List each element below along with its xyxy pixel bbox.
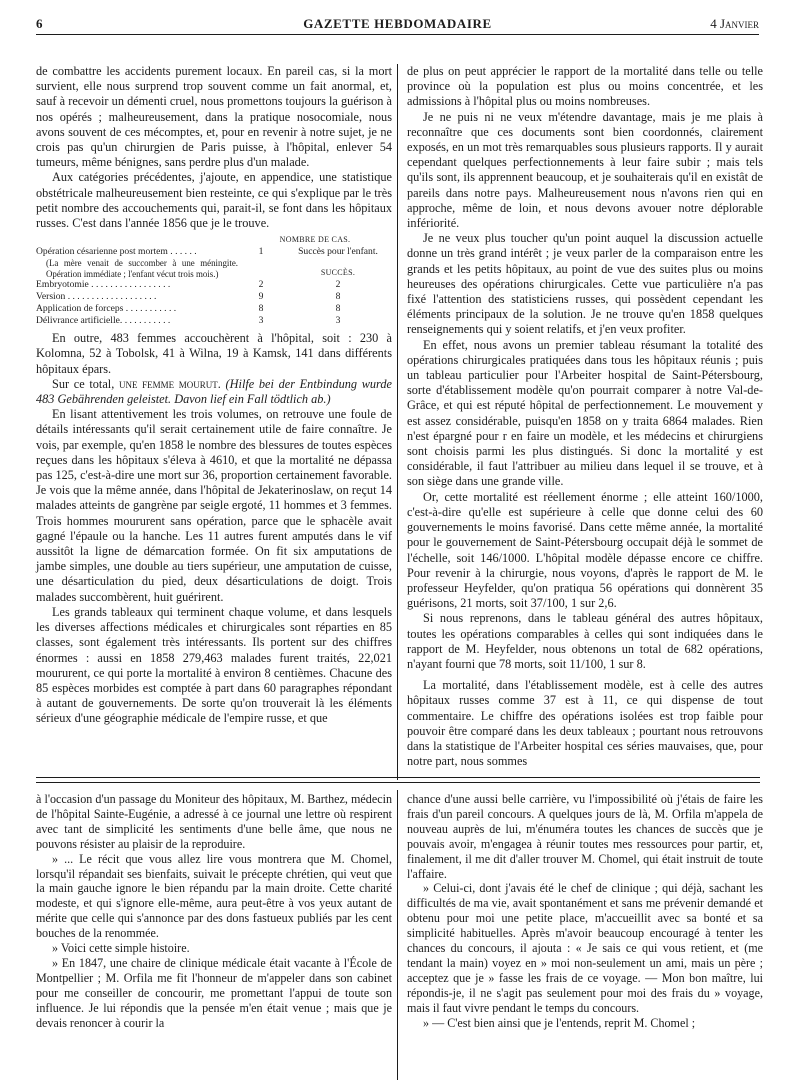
- table-row: Opération césarienne post mortem . . . . . . 1 Succès pour l'enfant.: [36, 246, 378, 258]
- table-row: Délivrance artificielle. . . . . . . . . . . 3 3: [36, 315, 341, 327]
- paragraph: Je ne veux plus toucher qu'un point auquel la discussion actuelle donne un très grand intérêt ; je veux parler de la comparaison entre les grands et les petits hôpitaux, au point de vue des suites plus ou moins heureuses des opérations chirurgicales. Cette vue particulière n'a pas fixé l'attention des statisticiens russes, qui possèdent cependant les éléments principaux de la solution. Je ne trouve qu'en 1858 quelques renseignements qui y soient relatifs, et j'en veux profiter.: [407, 231, 763, 337]
- obstetric-table: [36, 234, 392, 327]
- paragraph: » — C'est bien ainsi que je l'entends, reprit M. Chomel ;: [423, 1015, 696, 1030]
- feuilleton-column-right: [407, 792, 763, 1031]
- journal-title: GAZETTE HEBDOMADAIRE: [303, 16, 492, 31]
- issue-date: 4 Janvier: [710, 16, 759, 31]
- paragraph: Or, cette mortalité est réellement énorme ; elle atteint 160/1000, c'est-à-dire qu'elle est supérieure à celle que donne celui des 60 gouvernements le moins favorisé. Dans cette même année, la mortalité pour le gouvernement de Saint-Pétersbourg occupait déjà le sommet de l'échelle, soit 146/1000. L'hôpital modèle dépasse encore ce chiffre. Pour revenir à la chirurgie, nous voyons, d'après le rapport de M. le professeur Heyfelder, qu'on pratiqua 56 opérations qui donnèrent 35 guérisons, 21 morts, soit 37/100, 1 sur 2,6.: [407, 489, 763, 611]
- article-column-left: [36, 64, 392, 727]
- paragraph: chance d'une aussi belle carrière, vu l'impossibilité où j'étais de faire les frais d'un pareil concours. A quelques jours de là, M. Orfila m'appela de nouveau auprès de lui, m'énuméra toutes les chances de succès que je pouvais avoir, m'engagea à réunir toutes mes ressources pour partir, et, finalement, il me dit d'aller trouver M. Chomel, qui était instruit de toute l'affaire.: [407, 792, 763, 881]
- table-note: (La mère venait de succomber à une méningite. Opération immédiate ; l'enfant vécut trois mois.): [46, 258, 238, 279]
- paragraph: En lisant attentivement les trois volumes, on retrouve une foule de détails intéressants qu'il serait certainement utile de faire connaître. Je vois, par exemple, qu'en 1858 le nombre des blessures de toutes espèces reçues dans les hôpitaux s'éleva à 4610, et que la mortalité ne dépassa pas 125, c'est-à-dire une mort sur 36, proportion certainement favorable. Je vois que la même année, dans l'hôpital de Jekaterinoslaw, on reçut 14 malades atteints de gangrène par seigle ergoté, 11 hommes et 3 femmes. Trois hommes moururent sans opération, parce que le sphacèle avait gagné l'épaule ou la hanche. Les 11 autres furent amputés dans le vif aussitôt la ligne de démarcation formée. On fit six amputations de jambe simples, une double au tiers supérieur, une amputation de cuisse, une désarticulation du pied, deux désarticulations de doigt. Trois malades succombèrent, huit guérirent.: [36, 407, 392, 604]
- paragraph: » Voici cette simple histoire.: [52, 941, 190, 956]
- paragraph: de plus on peut apprécier le rapport de la mortalité dans telle ou telle province où la population est plus ou moins concentrée, et les admissions à l'hôpital plus ou moins nombreuses.: [407, 64, 763, 109]
- table-header-success: SUCCÈS.: [320, 268, 356, 278]
- table-row: Version . . . . . . . . . . . . . . . . . . . 9 8: [36, 291, 341, 303]
- article-column-right: [407, 64, 763, 769]
- paragraph: à l'occasion d'un passage du Moniteur des hôpitaux, M. Barthez, médecin de l'hôpital Sainte-Eugénie, a adressé à ce journal une lettre où respirent avec tant de simplicité les sentiments d'une belle âme, que nous ne pouvons résister au plaisir de la reproduire.: [36, 792, 392, 851]
- paragraph: La mortalité, dans l'établissement modèle, est à celle des autres hôpitaux russes comme 37 est à 11, ce qui dispense de tout commentaire. Le chiffre des opérations isolées est trop faible pour pouvoir être comparé dans les deux tableaux ; pourtant nous retrouvons dans la statistique de l'Arbeiter hospital ces séries mauvaises, que, pour notre part, nous sommes: [407, 678, 763, 769]
- section-divider-top: [36, 777, 760, 778]
- paragraph: » Celui-ci, dont j'avais été le chef de clinique ; qui déjà, sachant les difficultés de ma vie, avait spontanément et sans me prévenir demandé et obtenu pour moi une petite place, m'accueillit avec sa bonté et sa simplicité habituelles. Après m'avoir beaucoup encouragé à tenter les chances du concours, il ajouta : « Je sais ce qui vous retient, et (me tendant la main) voyez en » moi non-seulement un ami, mais un père ; acceptez que je » fasse les frais de ce voyage. — Mon bon maître, lui répondis-je, il ne s'agit pas seulement pour moi des frais du » voyage, mais il faut vivre pendant le temps du concours.: [407, 881, 763, 1015]
- paragraph: » ... Le récit que vous allez lire vous montrera que M. Chomel, lorsqu'il répandait ses bienfaits, suivait le précepte chrétien, qui veut que la main gauche ignore le bien répandu par la main droite. Cette charité modeste, et qui s'ignore elle-même, aura peut-être à vos yeux autant de mérite que celle qui s'annonce par des dons fastueux publiés par les cent bouches de la renommée.: [36, 851, 392, 941]
- paragraph: Si nous reprenons, dans le tableau général des autres hôpitaux, toutes les opérations comparables à celles qui sont indiquées dans le rapport de M. Heyfelder, nous obtenons un total de 682 opérations, n'ayant fourni que 78 morts, soit 11/100, 1 sur 8.: [407, 611, 763, 671]
- table-row: Embryotomie . . . . . . . . . . . . . . . . . 2 2: [36, 279, 341, 291]
- page-number: 6: [36, 16, 43, 31]
- paragraph: Sur ce total, une femme mourut. (Hilfe bei der Entbindung wurde 483 Gebährenden geleistet. Davon lief ein Fall tödtlich ab.): [36, 376, 392, 407]
- page-header: [36, 8, 759, 35]
- section-divider-bottom: [36, 782, 760, 783]
- paragraph: En effet, nous avons un premier tableau résumant la totalité des opérations chirurgicales pratiquées dans tous les hôpitaux réunis ; puis un tableau particulier pour l'Arbeiter hospital de Saint-Pétersbourg, sorte d'établissement modèle qu'on pourrait comparer à notre Val-de-Grâce, et qui est réputé hôpital de perfectionnement. Le mouvement y est assez considérable, puisqu'en 1858 on y traita 6864 malades. Rien n'est épargné pour r en faire un modèle, et les médecins et chirurgiens sont choisis parmi les plus distingués. Si donc la mortalité y est considérable, il faut l'attribuer au milieu dans lequel il se trouve, et à son siège dans une grande ville.: [407, 337, 763, 489]
- paragraph: Les grands tableaux qui terminent chaque volume, et dans lesquels les diverses affections médicales et chirurgicales sont réparties en 85 classes, sont également très intéressants. Ils portent sur des chiffres énormes : aussi en 1858 279,463 malades furent traités, 22,021 moururent, ce qui porte la mortalité à environ 8 centièmes. Chacune des 85 espèces morbides est comptée à part dans 60 paragraphes répondant à autant de gouvernements. De sorte qu'on trouverait là les éléments sérieux d'une géographie médicale de l'empire russe, et que: [36, 604, 392, 726]
- feuilleton-column-left: [36, 792, 392, 1031]
- paragraph: Aux catégories précédentes, j'ajoute, en appendice, une statistique obstétricale malheureusement bien resteinte, ce qui s'explique par le très petit nombre des accouchements qui, parait-il, se font dans les hôpitaux russes. C'est dans l'année 1856 que je le trouve.: [36, 170, 392, 231]
- paragraph: de combattre les accidents purement locaux. En pareil cas, si la mort survient, elle nous surprend trop souvent comme un fait anormal, et, sauf à recevoir un démenti cruel, nous promettons toujours la guérison à nos opérés ; malheureusement, dans la pratique nosocomiale, nous avons souvent de ces mécomptes, et, pour en revenir à notre sujet, je ne crois pas qu'un chirurgien de Paris puisse, à l'hôpital, enlever 54 tumeurs, même bénignes, sans perdre plus d'un malade.: [36, 64, 392, 170]
- column-divider-bottom: [397, 790, 398, 1080]
- paragraph: En outre, 483 femmes accouchèrent à l'hôpital, soit : 230 à Kolomna, 52 à Tobolsk, 41 à Wilna, 19 à Kamsk, 141 dans différents hôpitaux épars.: [36, 331, 392, 376]
- paragraph: » En 1847, une chaire de clinique médicale était vacante à l'École de Montpellier ; M. Orfila me fit l'honneur de m'appeler dans son cabinet pour me conseiller de concourir, me promettant l'appui de toute son influence. Je lui répondis que la pensée m'en était venue ; mais que je devais renoncer à courir la: [36, 955, 392, 1030]
- paragraph: Je ne puis ni ne veux m'étendre davantage, mais je me plais à reconnaître que ces documents sont bien coordonnés, clairement exposés, en un mot très remarquables sous plusieurs rapports. Il y aurait cependant quelques perfectionnements à leur faire subir ; mais tels qu'ils sont, ils apprennent beaucoup, et je souhaiterais qu'il en existât de pareils dans notre pays. Malheureusement nous n'avons rien qui en approche, même de loin, et nous devons avouer notre déplorable infériorité.: [407, 109, 763, 231]
- column-divider-top: [397, 64, 398, 780]
- table-row: Application de forceps . . . . . . . . . . . 8 8: [36, 303, 341, 315]
- table-header-cases: NOMBRE DE CAS.: [279, 235, 351, 245]
